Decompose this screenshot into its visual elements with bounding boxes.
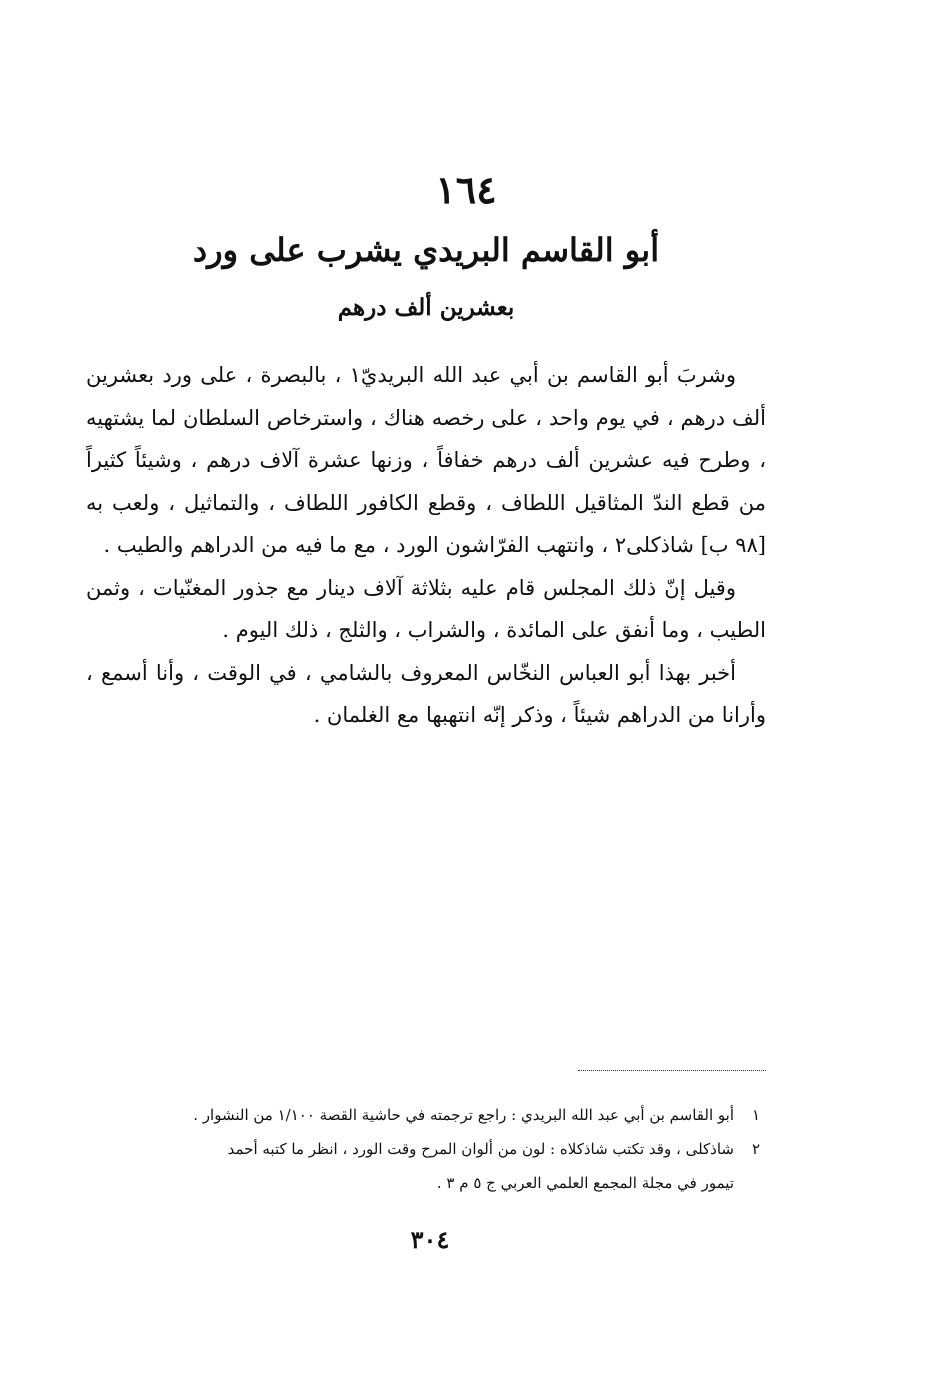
footnote-item <box>120 1132 760 1166</box>
story-number: ١٦٤ <box>435 167 497 212</box>
footnote-text: أبو القاسم بن أبي عبد الله البريدي : راجع ترجمته في حاشية القصة ١/١٠٠ من النشوار . <box>193 1106 734 1124</box>
paragraph: وشربَ أبو القاسم بن أبي عبد الله البريديّ١ ، بالبصرة ، على ورد بعشرين ألف درهم ، في يوم واحد ، على رخصه هناك ، واسترخاص السلطان لما يشتهيه ، وطرح فيه عشرين ألف درهم خفافاً ، وزنها عشرة آلاف درهم ، وشيئاً كثيراً من قطع الندّ المثاقيل اللطاف ، وقطع الكافور اللطاف ، والتماثيل ، ولعب به [٩٨ ب] شاذكلى٢ ، وانتهب الفرّاشون الورد ، مع ما فيه من الدراهم والطيب . <box>86 363 766 557</box>
footnote-number: ١ <box>751 1106 760 1124</box>
paragraph: وقيل إنّ ذلك المجلس قام عليه بثلاثة آلاف دينار مع جذور المغنّيات ، وثمن الطيب ، وما أنفق على المائدة ، والشراب ، والثلج ، ذلك اليوم . <box>86 575 766 642</box>
story-title: أبو القاسم البريدي يشرب على ورد <box>192 231 660 269</box>
footnote-continuation: تيمور في مجلة المجمع العلمي العربي ج ٥ م ٣ . <box>436 1174 734 1192</box>
footnote-number: ٢ <box>751 1140 760 1158</box>
footnote-divider <box>578 1070 766 1071</box>
story-body <box>86 354 766 737</box>
footnotes <box>120 1098 760 1200</box>
footnote-item <box>120 1098 760 1132</box>
paragraph: أخبر بهذا أبو العباس النخّاس المعروف بالشامي ، في الوقت ، وأنا أسمع ، وأرانا من الدراهم شيئاً ، وذكر إنّه انتهبها مع الغلمان . <box>86 660 766 727</box>
page-number: ٣٠٤ <box>410 1225 450 1254</box>
story-subtitle: بعشرين ألف درهم <box>337 294 515 321</box>
footnote-text: شاذكلى ، وقد تكتب شاذكلاه : لون من ألوان المرح وقت الورد ، انظر ما كتبه أحمد <box>227 1140 734 1158</box>
